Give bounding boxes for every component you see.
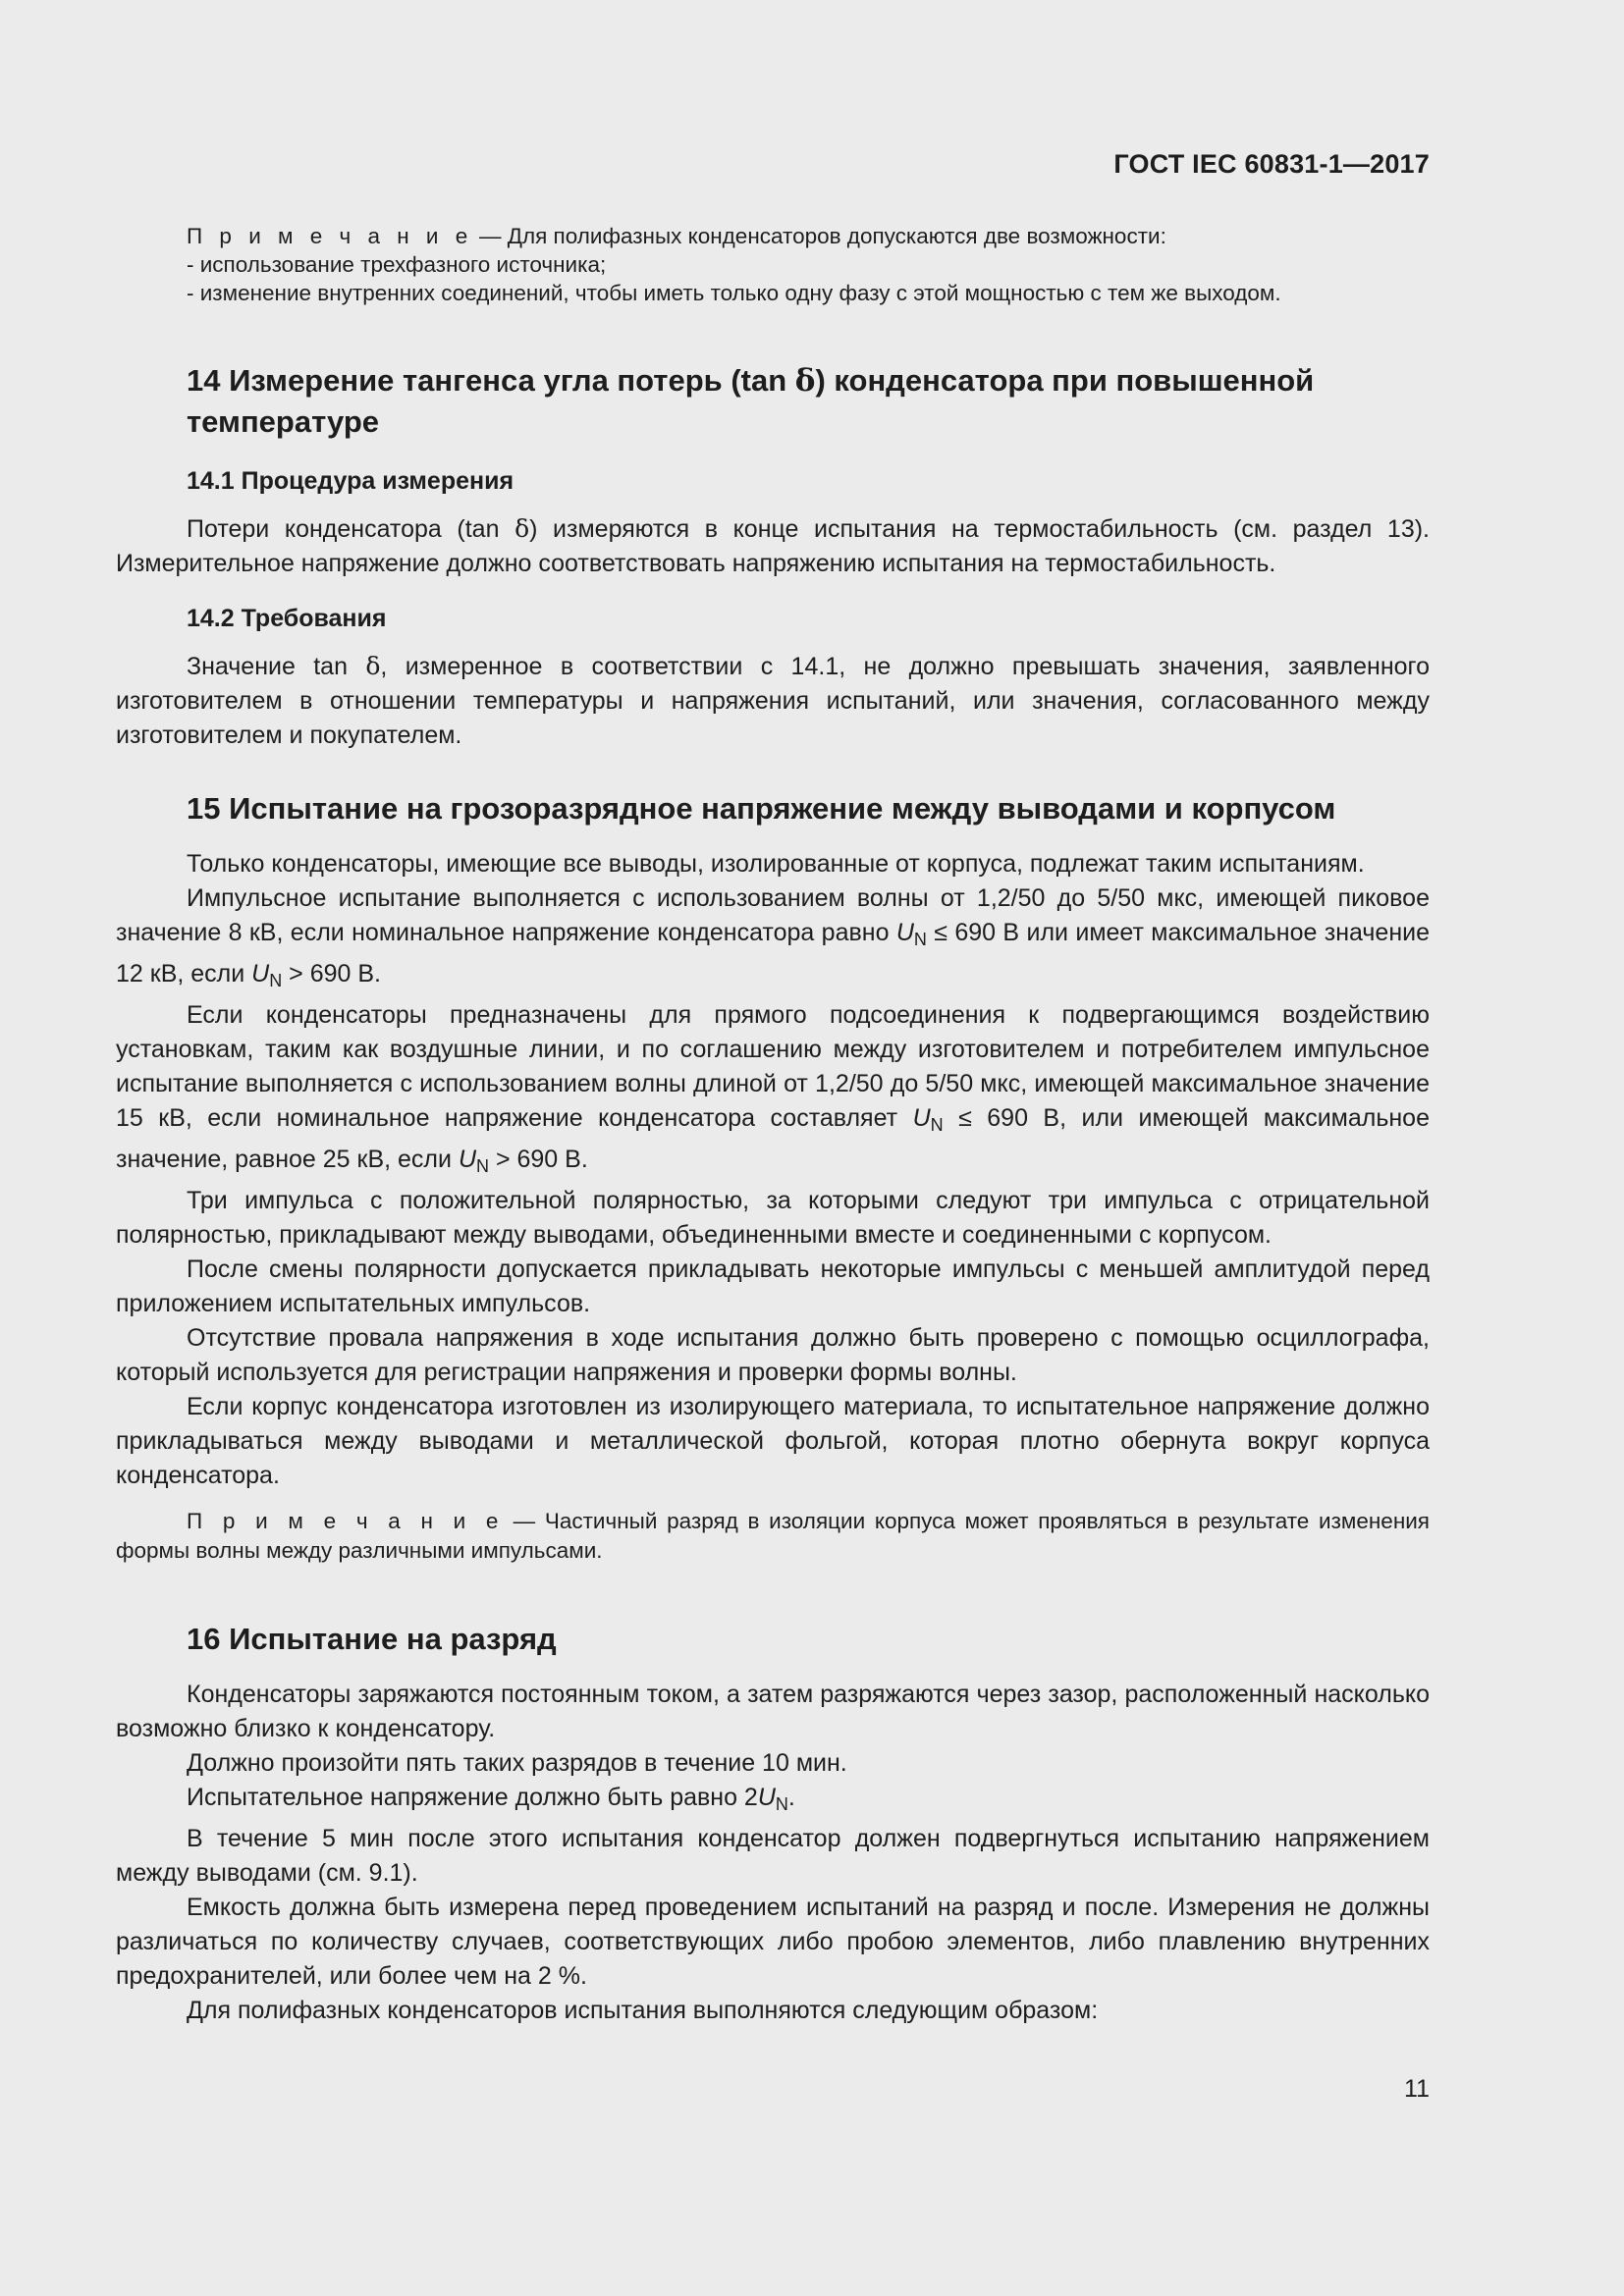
section-14-1-paragraph: Потери конденсатора (tan δ) измеряются в конце испытания на термостабильность (см. раздел 13). Измерительное напряжение должно соответствовать напряжению испытания на термостабильность. xyxy=(116,514,1430,577)
section-15-paragraph: Три импульса с положительной полярностью, за которыми следуют три импульса с отрицательной полярностью, прикладывают между выводами, объединенными вместе и соединенными с корпусом. xyxy=(116,1187,1430,1249)
section-14-1-title: 14.1 Процедура измерения xyxy=(187,467,514,495)
section-14-2-paragraph: Значение tan δ, измеренное в соответствии с 14.1, не должно превышать значения, заявленного изготовителем в отношении температуры и напряжения испытаний, или значения, согласованного между изготовителем и покупателем. xyxy=(116,652,1431,749)
note-item: - изменение внутренних соединений, чтобы иметь только одну фазу с этой мощностью с тем же выходом. xyxy=(187,281,1281,305)
section-14-title: 14 Измерение тангенса угла потерь (tan δ) конденсатора при повышенной температуре xyxy=(187,363,1315,439)
section-15-paragraph: Только конденсаторы, имеющие все выводы, изолированные от корпуса, подлежат таким испытаниям. xyxy=(187,850,1365,878)
note-partial-discharge xyxy=(116,1507,1430,1566)
section-16-paragraph: Емкость должна быть измерена перед проведением испытаний на разряд и после. Измерения не должны различаться по количеству случаев, соответствующих либо пробою элементов, либо плавлению внутренних предохранителей, или более чем на 2 %. xyxy=(116,1894,1430,1990)
section-15-paragraph: Если корпус конденсатора изготовлен из изолирующего материала, то испытательное напряжение должно прикладываться между выводами и металлической фольгой, которая плотно обернута вокруг корпуса конденсатора. xyxy=(116,1393,1430,1489)
delta-symbol: δ xyxy=(514,514,530,543)
document-header: ГОСТ IEC 60831-1—2017 xyxy=(1113,149,1430,179)
note-label: П р и м е ч а н и е xyxy=(187,1509,504,1533)
document-body xyxy=(116,222,1430,2028)
section-15-title: 15 Испытание на грозоразрядное напряжение между выводами и корпусом xyxy=(187,791,1336,826)
section-14-2-title: 14.2 Требования xyxy=(187,605,387,632)
section-16-paragraph: Испытательное напряжение должно быть равно $2U_N$. xyxy=(187,1784,795,1814)
note-label: П р и м е ч а н и е xyxy=(187,224,473,248)
note-text: — Частичный разряд в изоляции корпуса может проявляться в результате изменения формы волны между различными импульсами. xyxy=(116,1509,1430,1563)
note-polyphase xyxy=(116,222,1430,307)
note-intro-line xyxy=(187,222,1430,250)
delta-symbol: δ xyxy=(365,652,381,680)
page-number: 11 xyxy=(1404,2075,1430,2103)
section-15-paragraph: Импульсное испытание выполняется с использованием волны от 1,2/50 до 5/50 мкс, имеющей пиковое значение 8 кВ, если номинальное напряжение конденсатора равно $U_N \le 690$ В или имеет максимальное значение 12 кВ, если $U_N > 690$ В. xyxy=(116,884,1430,990)
note-item: - использование трехфазного источника; xyxy=(187,252,607,277)
delta-symbol: δ xyxy=(794,363,816,399)
section-16-title: 16 Испытание на разряд xyxy=(187,1622,557,1656)
section-15-paragraph: Если конденсаторы предназначены для прямого подсоединения к подвергающимся воздействию установкам, таким как воздушные линии, и по соглашению между изготовителем и потребителем импульсное испытание выполняется с использованием волны длиной от 1,2/50 до 5/50 мкс, имеющей максимальное значение 15 кВ, если номинальное напряжение конденсатора составляет $U_N \le 690$ В, или имеющей максимальное значение, равное 25 кВ, если $U_N > 690$ В. xyxy=(116,1001,1430,1176)
section-16-paragraph: Для полифазных конденсаторов испытания выполняются следующим образом: xyxy=(187,1997,1099,2024)
section-15-paragraph: Отсутствие провала напряжения в ходе испытания должно быть проверено с помощью осциллографа, который используется для регистрации напряжения и проверки формы волны. xyxy=(116,1324,1430,1386)
section-16-paragraph: В течение 5 мин после этого испытания конденсатор должен подвергнуться испытанию напряжением между выводами (см. 9.1). xyxy=(116,1825,1430,1887)
section-16-paragraph: Должно произойти пять таких разрядов в течение 10 мин. xyxy=(187,1749,847,1777)
section-16-paragraph: Конденсаторы заряжаются постоянным током, а затем разряжаются через зазор, расположенный насколько возможно близко к конденсатору. xyxy=(116,1681,1430,1742)
note-text: — Для полифазных конденсаторов допускаются две возможности: xyxy=(472,224,1166,248)
section-15-paragraph: После смены полярности допускается прикладывать некоторые импульсы с меньшей амплитудой перед приложением испытательных импульсов. xyxy=(116,1255,1430,1317)
